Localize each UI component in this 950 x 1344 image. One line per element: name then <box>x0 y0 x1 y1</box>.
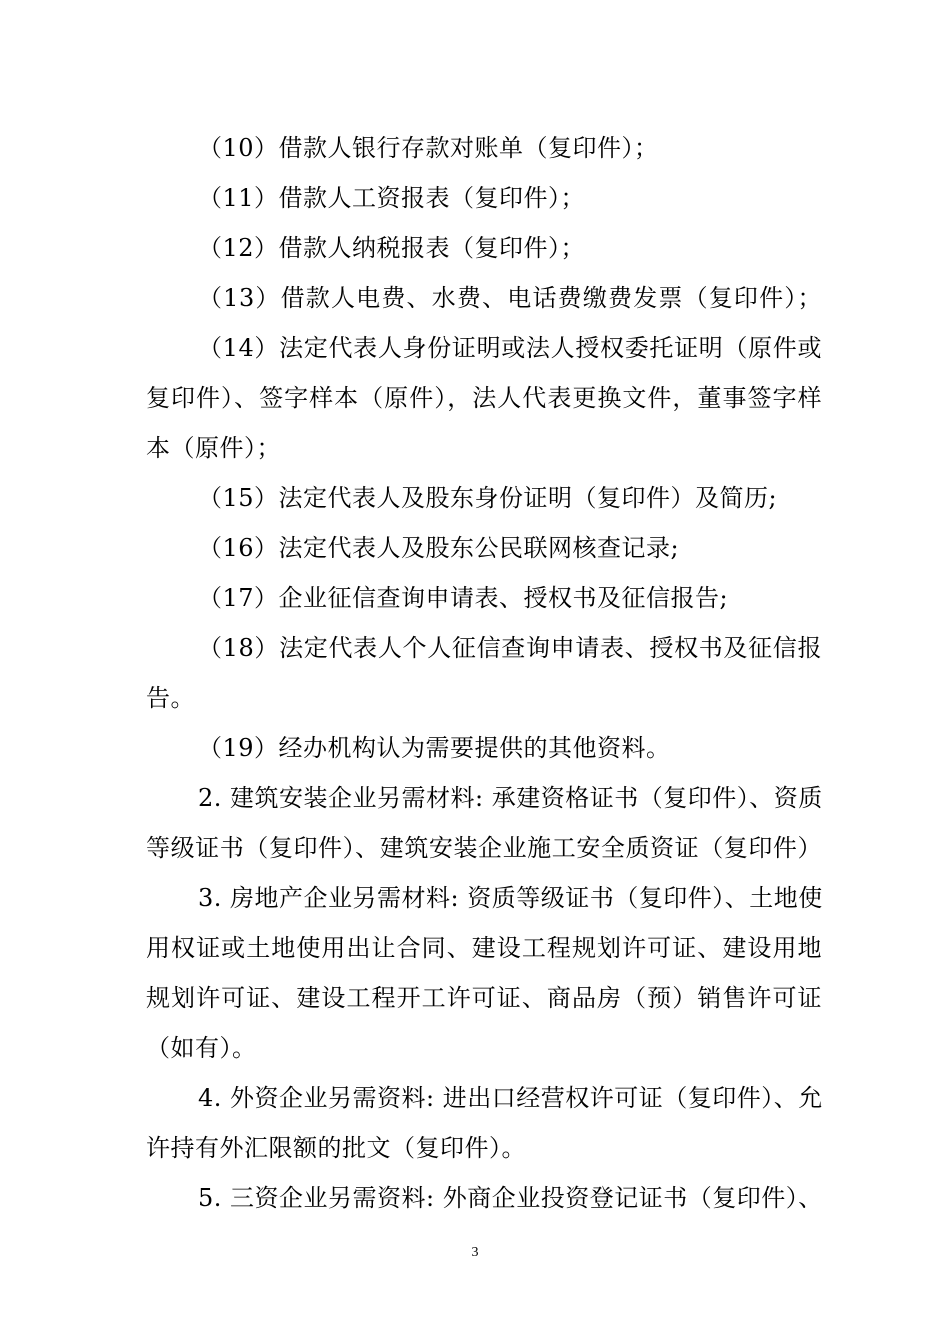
text-line: 复印件）、签字样本（原件），法人代表更换文件，董事签字样 <box>146 384 822 412</box>
text-line: 用权证或土地使用出让合同、建设工程规划许可证、建设用地 <box>146 934 822 962</box>
text-line: （18）法定代表人个人征信查询申请表、授权书及征信报 <box>198 634 822 662</box>
text-line: 等级证书（复印件）、建筑安装企业施工安全质资证（复印件） <box>146 834 822 862</box>
page-number: 3 <box>471 1245 479 1260</box>
text-line: （16）法定代表人及股东公民联网核查记录; <box>198 534 680 562</box>
text-line: （12）借款人纳税报表（复印件）； <box>198 234 586 262</box>
text-line: 3. 房地产企业另需材料: 资质等级证书（复印件）、土地使 <box>198 884 823 912</box>
text-line: （如有）。 <box>146 1034 257 1062</box>
text-line: （15）法定代表人及股东身份证明（复印件）及简历; <box>198 484 778 512</box>
text-line: 许持有外汇限额的批文（复印件）。 <box>146 1134 526 1162</box>
text-line: 2. 建筑安装企业另需材料: 承建资格证书（复印件）、资质 <box>198 784 823 812</box>
text-line: 规划许可证、建设工程开工许可证、商品房（预）销售许可证 <box>146 984 822 1012</box>
text-line: （11）借款人工资报表（复印件）； <box>198 184 586 212</box>
text-line: 告。 <box>146 684 195 712</box>
text-line: （17）企业征信查询申请表、授权书及征信报告; <box>198 584 729 612</box>
text-line: （13）借款人电费、水费、电话费缴费发票（复印件）； <box>198 284 822 312</box>
text-line: （14）法定代表人身份证明或法人授权委托证明（原件或 <box>198 334 822 362</box>
text-line: （19）经办机构认为需要提供的其他资料。 <box>198 734 671 762</box>
text-line: 4. 外资企业另需资料: 进出口经营权许可证（复印件）、允 <box>198 1084 823 1112</box>
text-line: 5. 三资企业另需资料: 外商企业投资登记证书（复印件）、 <box>198 1184 823 1212</box>
text-line: 本（原件）； <box>146 434 281 462</box>
text-line: （10）借款人银行存款对账单（复印件）； <box>198 134 659 162</box>
